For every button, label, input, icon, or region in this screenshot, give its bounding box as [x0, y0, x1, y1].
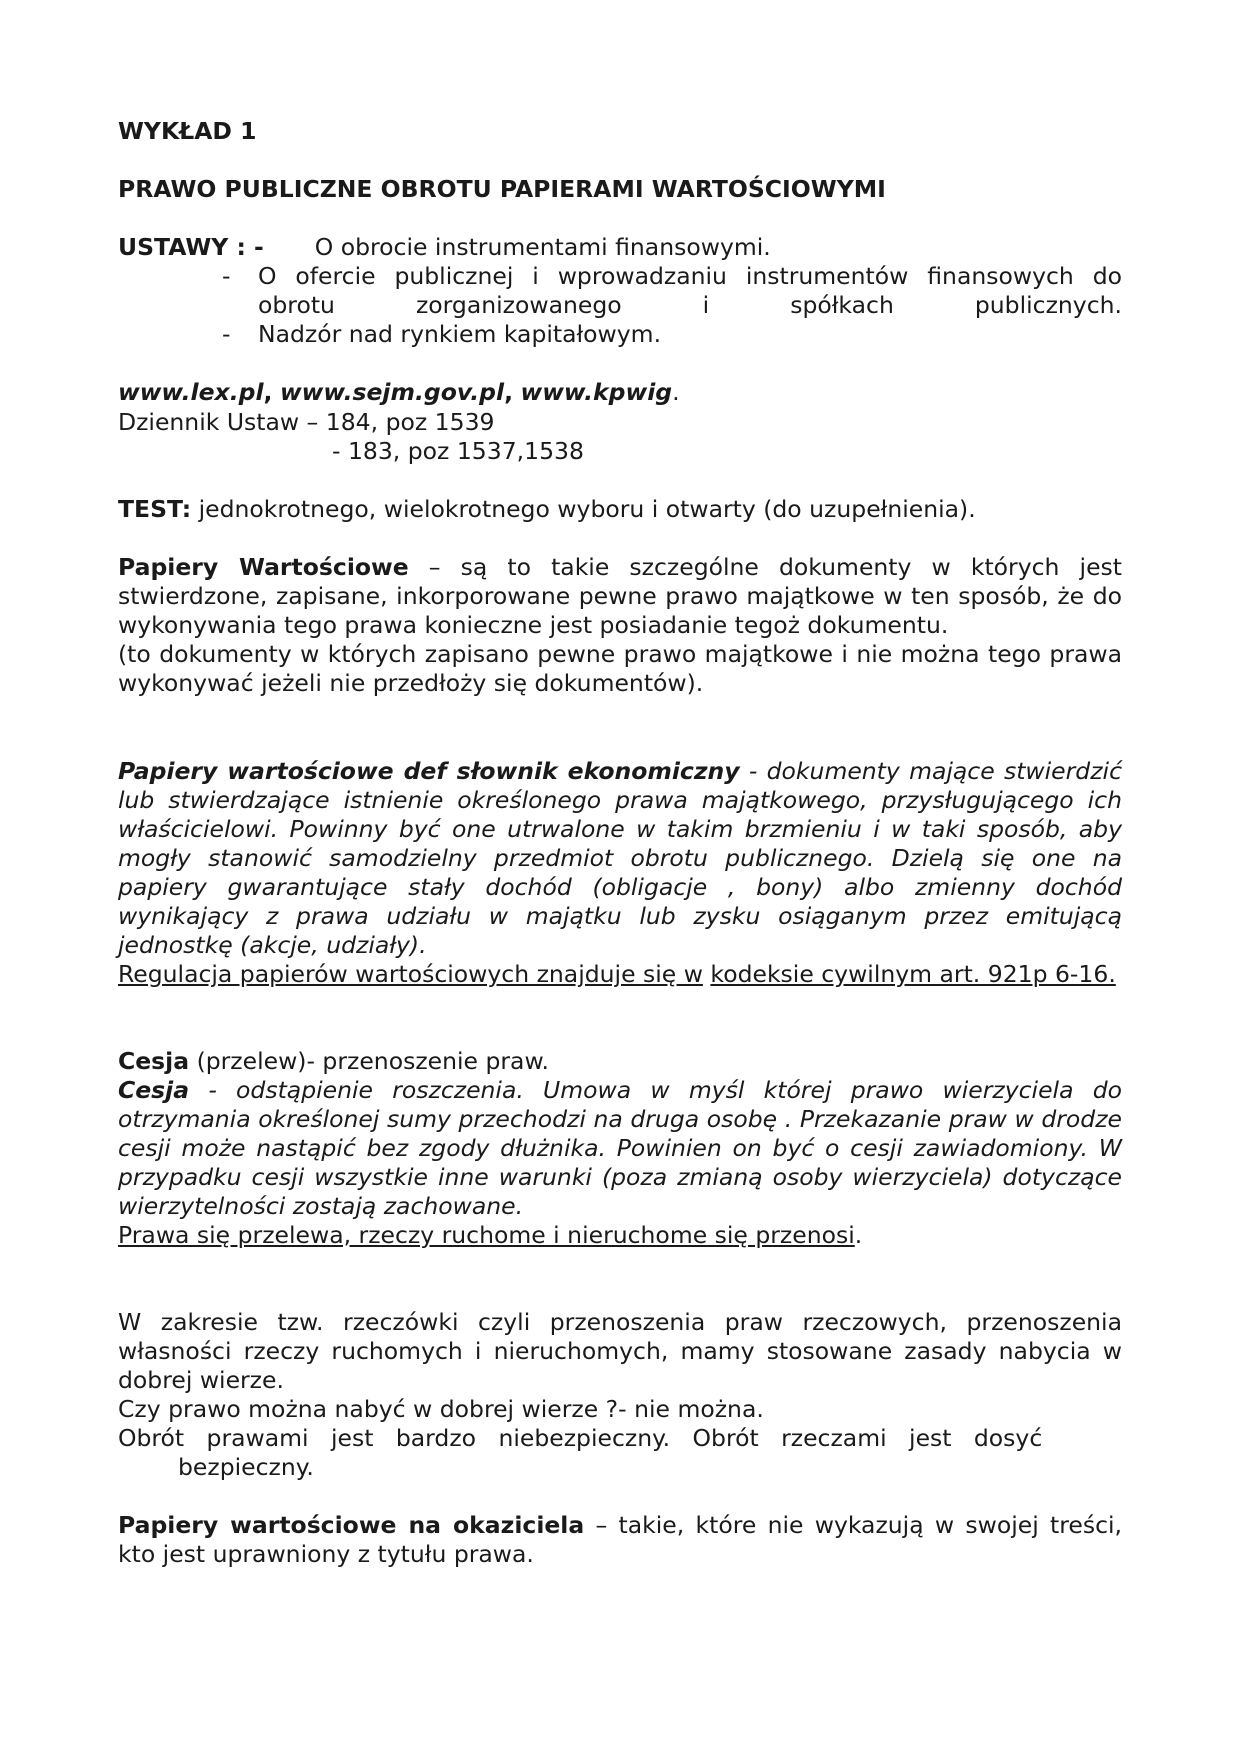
- link-lex[interactable]: www.lex.pl: [118, 378, 264, 406]
- regulation-text: Regulacja papierów wartościowych znajduje się w: [118, 960, 703, 988]
- securities-paragraph: [118, 553, 1122, 698]
- bearer-text: – takie, które nie wykazują w swojej treści, kto jest uprawniony z tytułu prawa.: [118, 1511, 1122, 1568]
- test-line: [118, 495, 976, 524]
- links-line: [118, 378, 680, 407]
- cession-paragraph: [118, 1076, 1122, 1221]
- link-sejm[interactable]: www.sejm.gov.pl: [279, 378, 505, 406]
- test-text: jednokrotnego, wielokrotnego wyboru i otwarty (do uzupełnienia).: [191, 495, 976, 523]
- cession-text-1: (przelew)- przenoszenie praw.: [189, 1047, 549, 1075]
- cession-rights-line: [118, 1221, 862, 1250]
- law-bullet-2: -: [222, 262, 231, 290]
- cession-rights: Prawa się przelewa, rzeczy ruchome i nieruchome się przenosi: [118, 1221, 855, 1249]
- property-question: Czy prawo można nabyć w dobrej wierze ?- nie można.: [118, 1395, 764, 1423]
- test-label: TEST:: [118, 495, 192, 523]
- securities-label: Papiery Wartościowe: [118, 553, 409, 581]
- cession-label-1: Cesja: [118, 1047, 190, 1075]
- law-item-1: O obrocie instrumentami finansowymi.: [314, 233, 771, 261]
- journal-line-2: - 183, poz 1537,1538: [332, 437, 584, 465]
- securities-text: – są to takie szczególne dokumenty w których jest stwierdzone, zapisane, inkorporowane pewne prawo majątkowe w ten sposób, że do wykonywania tego prawa konieczne jest posiadanie tegoż dokumentu.: [118, 553, 1122, 639]
- regulation-line: [118, 960, 1122, 989]
- definition-paragraph: [118, 757, 1122, 960]
- lecture-heading: WYKŁAD 1: [118, 117, 257, 145]
- laws-label: USTAWY : -: [118, 233, 264, 261]
- definition-text: - dokumenty mające stwierdzić lub stwierdzające istnienie określonego prawa majątkowego, przysługującego ich właścicielowi. Powinny być one utrwalone w takim brzmieniu i w taki sposób, aby mogły stanowić samodzielny przedmiot obrotu publicznego. Dzielą się one na papiery gwarantujące stały dochód (obligacje , bony) albo zmienny dochód wynikający z prawa udziału w majątku lub zysku osiąganym przez emitującą jednostkę (akcje, udziały).: [118, 757, 1123, 959]
- law-item-3: Nadzór nad rynkiem kapitałowym.: [258, 320, 662, 348]
- journal-line-1: Dziennik Ustaw – 184, poz 1539: [118, 408, 495, 436]
- property-statement: Obrót prawami jest bardzo niebezpieczny. Obrót rzeczami jest dosyć: [118, 1424, 1043, 1452]
- law-bullet-3: -: [222, 320, 231, 348]
- law-item-2: O ofercie publicznej i wprowadzaniu instrumentów finansowych do obrotu zorganizowanego i spółkach publicznych.: [258, 262, 1122, 319]
- bearer-label: Papiery wartościowe na okaziciela: [118, 1511, 585, 1539]
- civil-code-reference: kodeksie cywilnym art. 921p 6-16.: [710, 960, 1116, 988]
- definition-label: Papiery wartościowe def słownik ekonomiczny: [118, 757, 740, 785]
- securities-note: (to dokumenty w których zapisano pewne prawo majątkowe i nie można tego prawa wykonywać jeżeli nie przedłoży się dokumentów).: [118, 640, 1122, 697]
- link-separator: ,: [263, 378, 273, 406]
- cession-text-2: - odstąpienie roszczenia. Umowa w myśl której prawo wierzyciela do otrzymania określonej sumy przechodzi na druga osobę . Przekazanie praw w drodze cesji może nastąpić bez zgody dłużnika. Powinien on być o cesji zawiadomiony. W przypadku cesji wszystkie inne warunki (poza zmianą osoby wierzyciela) dotyczące wierzytelności zostają zachowane.: [118, 1076, 1122, 1220]
- property-paragraph: W zakresie tzw. rzeczówki czyli przenoszenia praw rzeczowych, przenoszenia własności rzeczy ruchomych i nieruchomych, mamy stosowane zasady nabycia w dobrej wierze.: [118, 1308, 1122, 1394]
- laws-first-line: [118, 233, 771, 262]
- link-kpwig[interactable]: www.kpwig: [520, 378, 673, 406]
- cession-line-1: [118, 1047, 549, 1076]
- property-statement-cont: bezpieczny.: [178, 1453, 314, 1481]
- document-title: PRAWO PUBLICZNE OBROTU PAPIERAMI WARTOŚCIOWYMI: [118, 175, 886, 203]
- link-separator: ,: [504, 378, 513, 406]
- cession-rights-end: .: [854, 1221, 863, 1249]
- bearer-paragraph: [118, 1511, 1122, 1569]
- links-end: .: [672, 378, 680, 406]
- cession-label-2: Cesja: [118, 1076, 190, 1104]
